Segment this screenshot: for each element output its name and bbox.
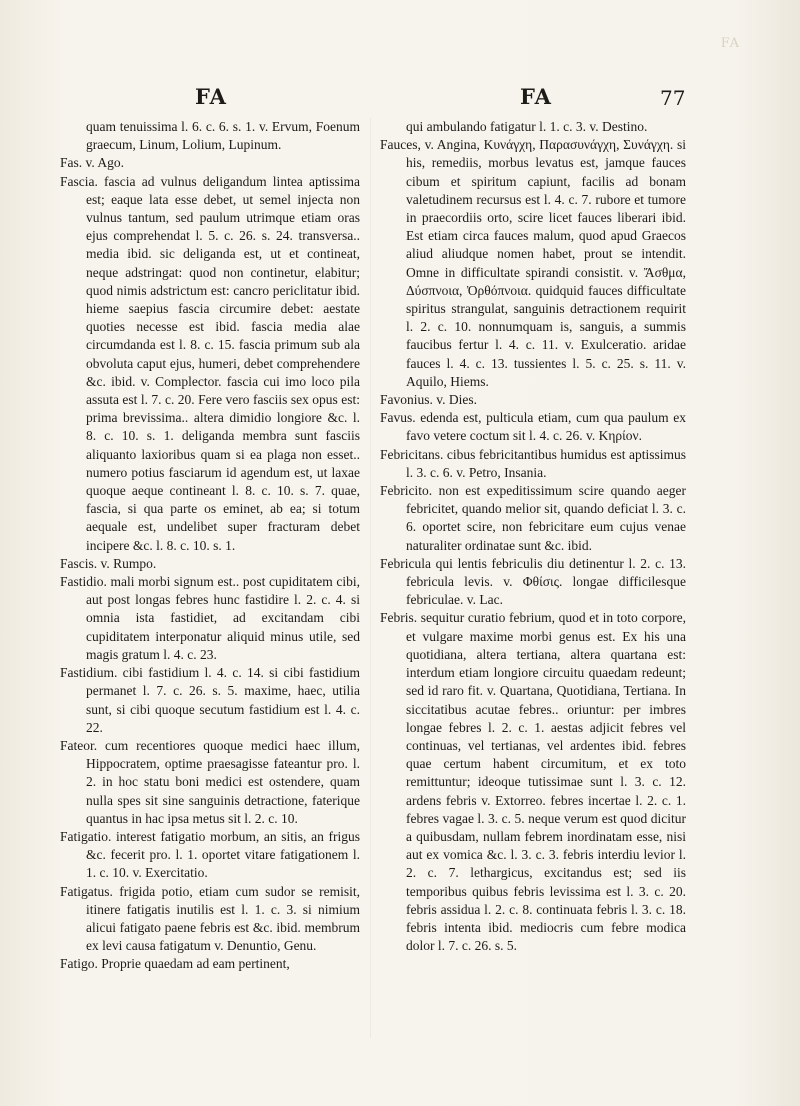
- dictionary-entry: Favonius. v. Dies.: [380, 392, 477, 408]
- dictionary-entry: Fatigatio. interest fatigatio morbum, an sitis, an frigus &c. fecerit pro. l. 1. oportet vitare fatigationem l. 1. c. 10. v. Exercitatio.: [60, 828, 360, 881]
- dictionary-entry: Fastidio. mali morbi signum est.. post cupiditatem cibi, aut post longas febres hunc fastidire l. 2. c. 4. si omnia ista fastidiet, ad excitandam cibi cupiditatem interponatur aliquid minus utile, sed magis gratum l. 4. c. 23.: [60, 574, 360, 662]
- dictionary-entry: Fas. v. Ago.: [60, 155, 125, 171]
- page-number: 77: [660, 86, 686, 110]
- dictionary-entry: Febricito. non est expeditissimum scire quando aeger febricitet, quando melior sit, quando deficiat l. 3. c. 6. oportet scire, non febricitare eum cujus venae naturaliter ordinatae sunt &c. ibid.: [380, 483, 686, 553]
- right-running-head: FA: [520, 84, 552, 109]
- dictionary-entry: Febris. sequitur curatio febrium, quod et in toto corpore, et vulgare maxime morbi genus est. Ex his una quotidiana, altera tertiana, altera quartana est: interdum etiam longiore circuitu quaedam redeunt; sed id raro fit. v. Quartana, Quotidiana, Tertiana. In siccitatibus acutae febres.. oriuntur: per imbres longae febres l. 2. c. 1. aestas adjicit febres vel continuas, vel tertianas, vel ardentes ibid. febres quae certum habent circumitum, et ex toto remittuntur; ideoque tutissimae sunt l. 3. c. 12. ardens febris v. Extorreo. febres incertae l. 2. c. 1. febres vagae l. 3. c. 5. neque verum est quod dicitur a quibusdam, nullam febrem inordinatam esse, nisi aut ex vomica &c. l. 3. c. 3. febris interdiu levior l. 2. c. 7. lethargicus, excitandus est; sed iis temporibus quibus febris levissima est l. 3. c. 20. febris assidua l. 2. c. 8. continuata febris l. 3. c. 18. febris intenta ibid. mediocris cum febre modica dolor l. 7. c. 26. s. 5.: [380, 610, 686, 954]
- dictionary-entry: Fascis. v. Rumpo.: [60, 555, 157, 571]
- dictionary-entry: Febricitans. cibus febricitantibus humidus est aptissimus l. 3. c. 6. v. Petro, Insania.: [380, 446, 686, 480]
- dictionary-entry: Fateor. cum recentiores quoque medici haec illum, Hippocratem, optime praesagisse fateantur pro. l. 2. in hoc statu boni medici est ostendere, quam nulla spes sit sine sanguinis detractione, faterique quantus in hac ipsa metus sit l. 2. c. 10.: [60, 737, 360, 826]
- dictionary-entry: Fatigatus. frigida potio, etiam cum sudor se remisit, itinere fatigatis inutilis est l. 1. c. 3. si nimium alicui fatigato paene febris est &c. ibid. membrum ex levi causa fatigatum v. Denuntio, Genu.: [60, 883, 360, 954]
- gutter: [370, 118, 371, 1038]
- dictionary-entry: Fastidium. cibi fastidium l. 4. c. 14. si cibi fastidium permanet l. 7. c. 26. s. 5. maxime, haec, utilia sunt, si cibi quoque secutum fastidium est l. 4. c. 22.: [60, 665, 360, 735]
- dictionary-entry: Febricula qui lentis febriculis diu detinentur l. 2. c. 13. febricula levis. v. Φθίσις. longae difficilesque febriculae. v. Lac.: [380, 555, 686, 608]
- dictionary-entry: Fascia. fascia ad vulnus deligandum lintea aptissima est; eaque lata esse debet, ut semel injecta non vulnus tantum, sed paulum utrimque etiam oras ejus comprehendat l. 5. c. 26. s. 24. transversa.. media ibid. sic deliganda est, ut et contineat, neque adstringat: quod non continetur, elabitur; quod nimis adstrictum est: cancro periclitatur ibid. hieme saepius fascia circumire debet: aestate quoties necesse est ibid. fascia media alae circumdanda est l. 8. c. 15. fascia primum sub ala obvoluta caput ejus, humeri, debet comprehendere &c. ibid. v. Complector. fascia cui imo loco pila assuta est l. 7. c. 20. Fere vero fasciis sex opus est: prima brevissima.. altera dimidio longiore &c. l. 8. c. 10. s. 1. deliganda membra sunt fasciis aliquanto laxioribus quam si ea plaga non esset.. numero potius fasciarum id agendum est, ut laxae quoque aeque contineant l. 8. c. 10. s. 7. quae, fascia, si qua parte os eminet, ab ea; si totum aequale est, undelibet super fracturam debet incipere &c. l. 8. c. 10. s. 1.: [60, 173, 360, 553]
- page-header: [0, 84, 800, 114]
- right-column: [380, 118, 686, 955]
- dictionary-entry: quam tenuissima l. 6. c. 6. s. 1. v. Ervum, Foenum graecum, Linum, Lolium, Lupinum.: [86, 119, 360, 153]
- left-running-head: FA: [195, 84, 227, 109]
- dictionary-entry: qui ambulando fatigatur l. 1. c. 3. v. Destino.: [406, 119, 648, 134]
- dictionary-entry: Favus. edenda est, pulticula etiam, cum qua paulum ex favo vetere coctum sit l. 4. c. 26. v. Κηρίον.: [380, 410, 686, 444]
- dictionary-entry: Fatigo. Proprie quaedam ad eam pertinent,: [60, 956, 290, 972]
- dictionary-entry: Fauces, v. Angina, Κυνάγχη, Παρασυνάγχη, Συνάγχη. si his, remediis, morbus levatus est, jamque fauces cibum et spiritum capiunt, facilis ad bonam valetudinem recursus est l. 4. c. 7. rubore et tumore in praecordiis orto, scire licet fauces liberari ibid. Est etiam circa fauces malum, quod apud Graecos aliud aliudque nomen habet, prout se intendit. Omne in difficultate spirandi consistit. v. Ἄσθμα, Δύσπνοια, Ὀρθόπνοια. quidquid fauces difficultate spiritus strangulat, sanguinis detractionem requirit l. 2. c. 10. nonnumquam is, sanguis, a summis faucibus fertur l. 4. c. 11. v. Exulceratio. aridae fauces l. 4. c. 13. tussientes l. 5. c. 25. s. 11. v. Aquilo, Hiems.: [380, 137, 686, 389]
- bleed-through-text: FA: [720, 36, 740, 51]
- left-column: [60, 118, 360, 974]
